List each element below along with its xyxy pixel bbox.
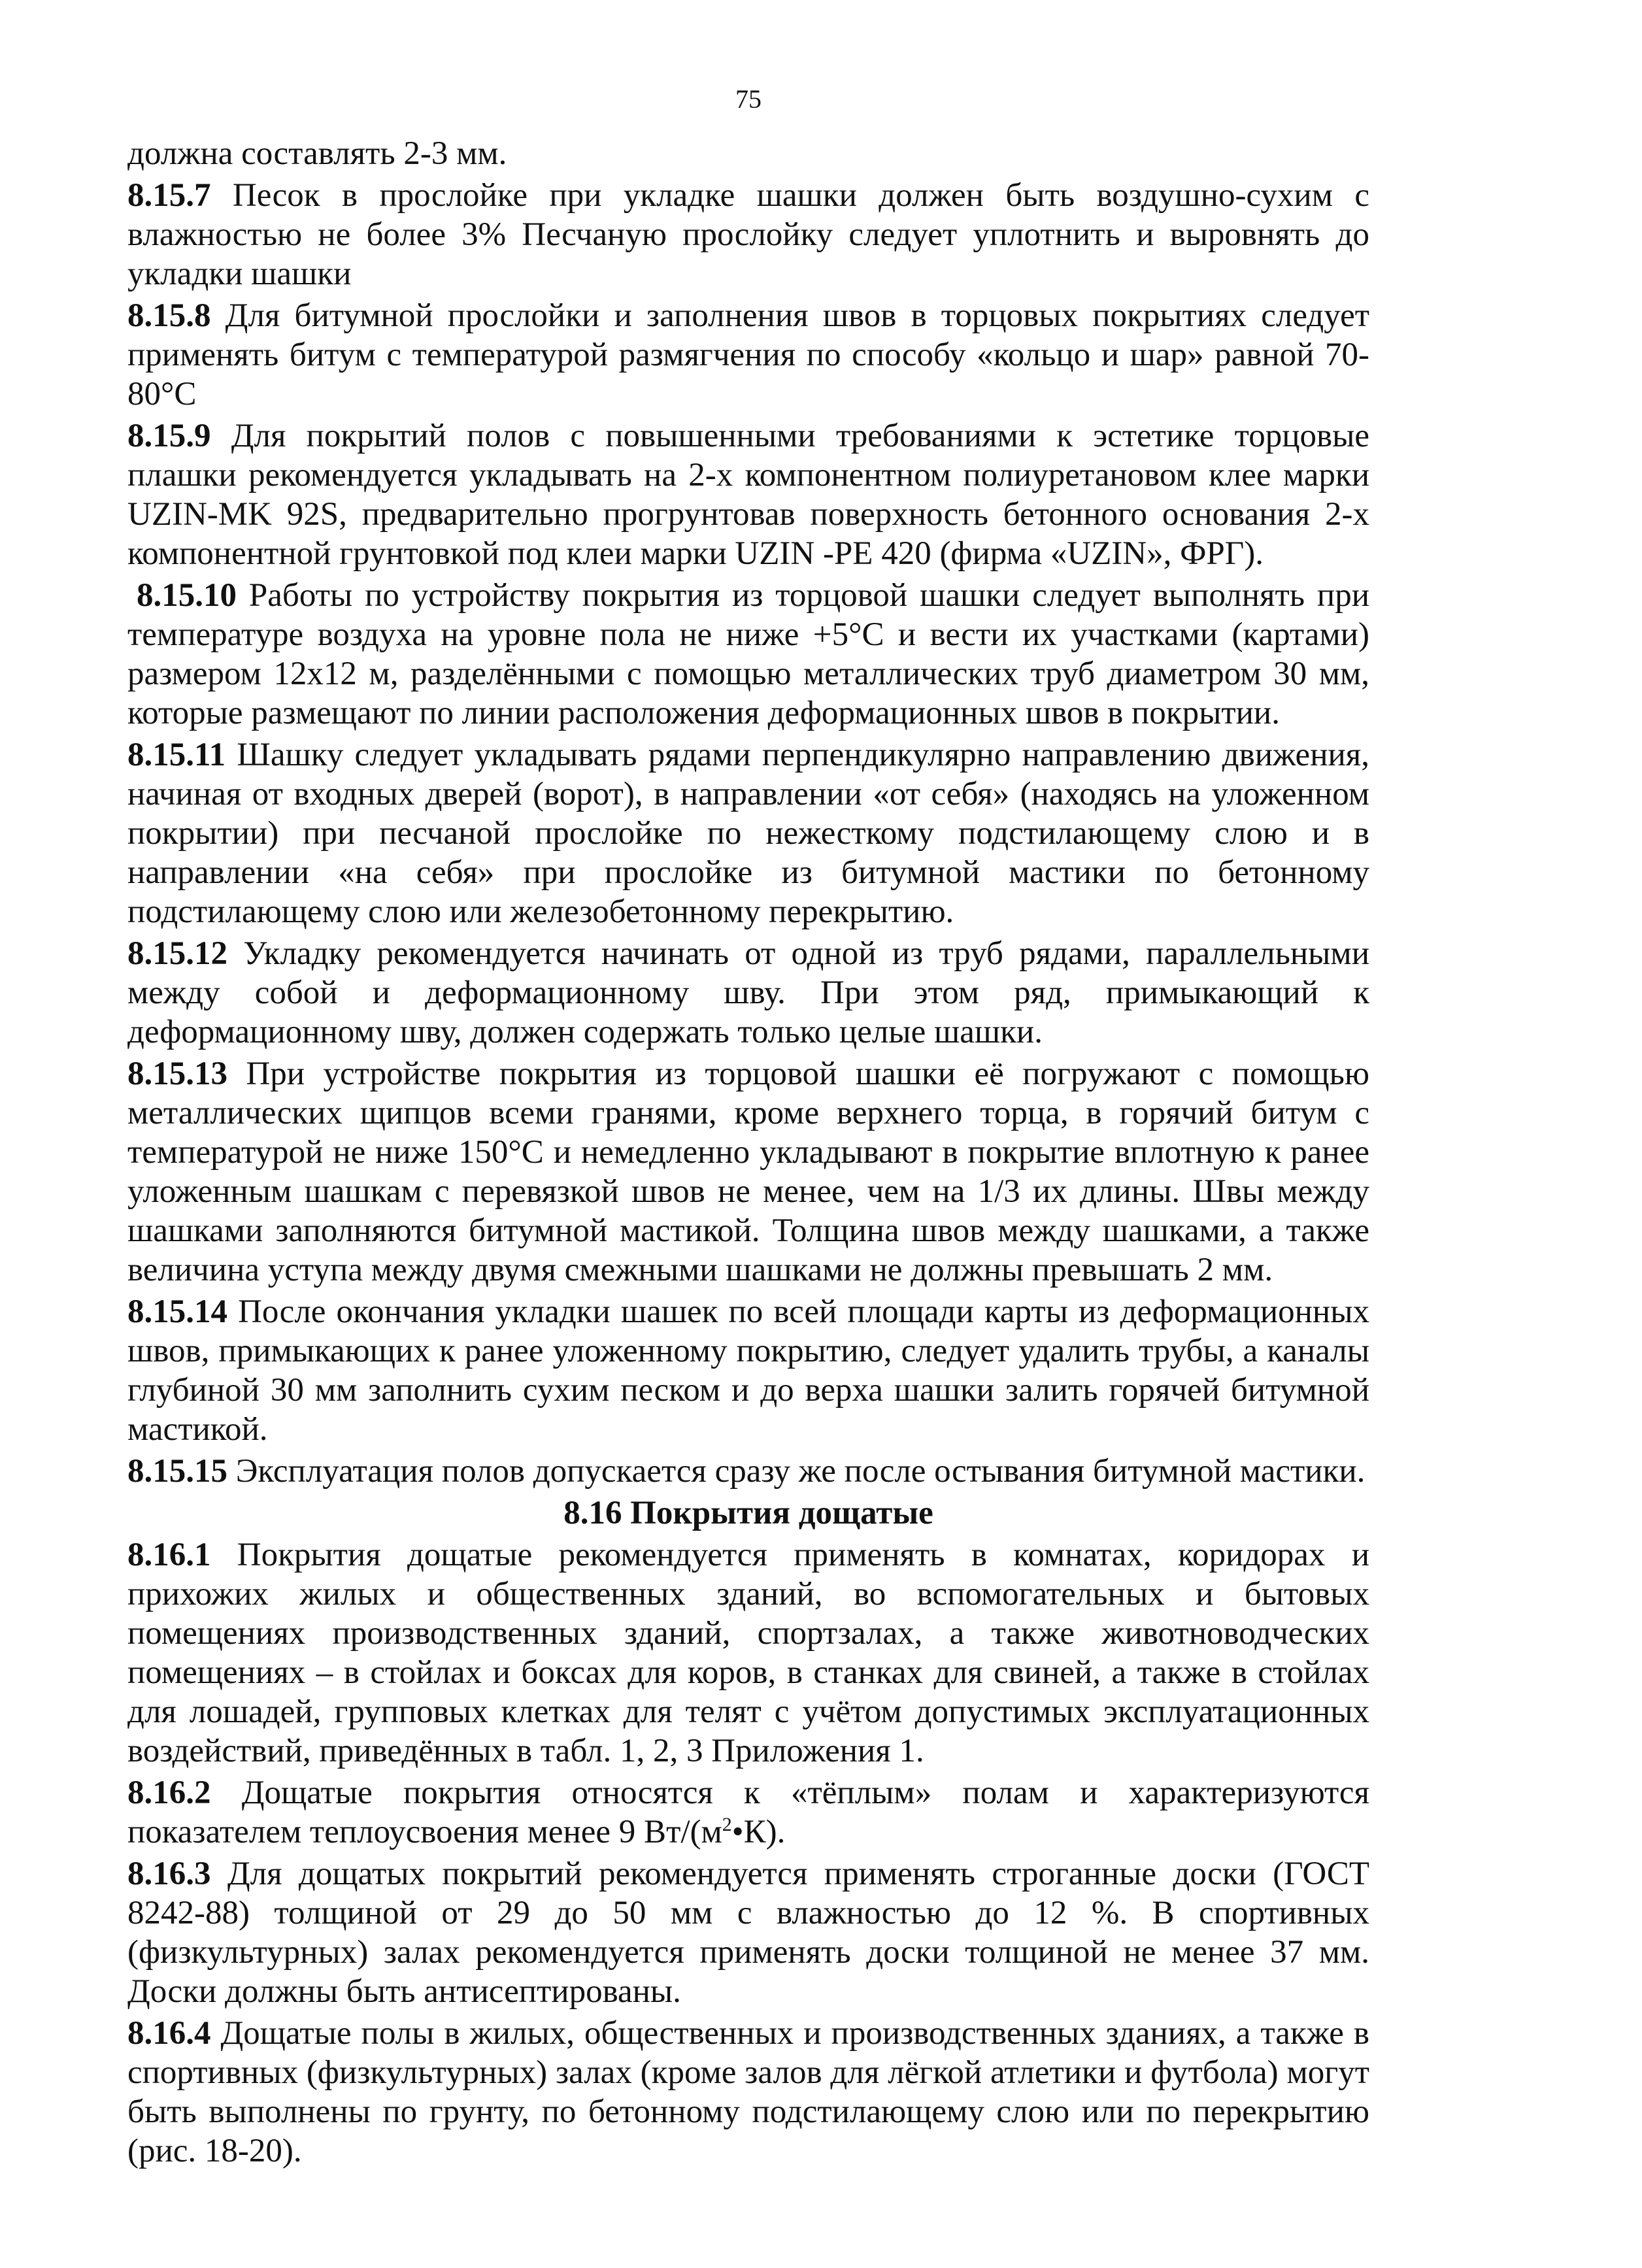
lead-text: должна составлять 2-3 мм. [127, 135, 507, 172]
paragraph-8-16-3 [127, 1854, 1369, 2011]
clause-text: Песок в прослойке при укладке шашки должен быть воздушно-сухим с влажностью не более 3% Песчаную прослойку следует уплотнить и выровнять до укладки шашки [127, 177, 1369, 292]
clause-number: 8.15.15 [127, 1453, 227, 1490]
page-number: 75 [735, 84, 762, 114]
clause-number: 8.16.4 [127, 2015, 211, 2052]
superscript: 2 [722, 1814, 732, 1835]
clause-number: 8.15.11 [127, 737, 226, 773]
clause-text: Для битумной прослойки и заполнения швов в торцовых покрытиях следует применять битум с температурой размягчения по способу «кольцо и шар» равной 70-80°С [127, 297, 1369, 412]
paragraph-8-15-9 [127, 416, 1369, 573]
clause-number: 8.16.2 [127, 1775, 211, 1811]
paragraph-8-15-13 [127, 1054, 1369, 1290]
paragraph-8-16-2 [127, 1773, 1369, 1852]
paragraph-8-15-15 [127, 1452, 1369, 1491]
paragraph-8-15-7 [127, 176, 1369, 293]
clause-text: Дощатые полы в жилых, общественных и производственных зданиях, а также в спортивных (физкультурных) залах (кроме залов для лёгкой атлетики и футбола) могут быть выполнены по грунту, по бетонному подстилающему слою или по перекрытию (рис. 18-20). [127, 2015, 1369, 2169]
clause-text: При устройстве покрытия из торцовой шашки её погружают с помощью металлических щипцов всеми гранями, кроме верхнего торца, в горячий битум с температурой не ниже 150°С и немедленно укладывают в покрытие вплотную к ранее уложенным шашкам с перевязкой швов не менее, чем на 1/3 их длины. Швы между шашками заполняются битумной мастикой. Толщина швов между шашками, а также величина уступа между двумя смежными шашками не должны превышать 2 мм. [127, 1056, 1369, 1288]
clause-text: Для дощатых покрытий рекомендуется применять строганные доски (ГОСТ 8242-88) толщиной от 29 до 50 мм с влажностью до 12 %. В спортивных (физкультурных) залах рекомендуется применять доски толщиной не менее 37 мм. Доски должны быть антисептированы. [127, 1856, 1369, 2010]
clause-number: 8.15.9 [127, 418, 211, 454]
section-heading: 8.16 Покрытия дощатые [563, 1495, 933, 1531]
clause-text-end: •К). [731, 1814, 786, 1850]
clause-number: 8.15.8 [127, 297, 211, 334]
paragraph-8-15-11 [127, 735, 1369, 931]
clause-number: 8.16.1 [127, 1537, 211, 1573]
clause-text: Эксплуатация полов допускается сразу же после остывания битумной мастики. [227, 1453, 1366, 1490]
clause-text: Шашку следует укладывать рядами перпендикулярно направлению движения, начиная от входных дверей (ворот), в направлении «от себя» (находясь на уложенном покрытии) при песчаной прослойке по нежесткому подстилающему слою и в направлении «на себя» при прослойке из битумной мастики по бетонному подстилающему слою или железобетонному перекрытию. [127, 737, 1369, 930]
paragraph-8-15-14 [127, 1292, 1369, 1449]
clause-text: Для покрытий полов с повышенными требованиями к эстетике торцовые плашки рекомендуется укладывать на 2-х компонентном полиуретановом клее марки UZIN-MK 92S, предварительно прогрунтовав поверхность бетонного основания 2-х компонентной грунтовкой под клеи марки UZIN -PE 420 (фирма «UZIN», ФРГ). [127, 418, 1369, 572]
clause-number: 8.15.7 [127, 177, 211, 214]
clause-text: Работы по устройству покрытия из торцовой шашки следует выполнять при температуре воздуха на уровне пола не ниже +5°С и вести их участками (картами) размером 12х12 м, разделёнными с помощью металлических труб диаметром 30 мм, которые размещают по линии расположения деформационных швов в покрытии. [127, 577, 1369, 731]
document-body [127, 134, 1369, 2173]
clause-text: Укладку рекомендуется начинать от одной из труб рядами, параллельными между собой и деформационному шву. При этом ряд, примыкающий к деформационному шву, должен содержать только целые шашки. [127, 935, 1369, 1050]
clause-number: 8.15.13 [127, 1056, 227, 1092]
paragraph-8-15-8 [127, 296, 1369, 414]
paragraph-8-15-10 [127, 576, 1369, 733]
clause-text: Покрытия дощатые рекомендуется применять в комнатах, коридорах и прихожих жилых и общественных зданий, во вспомогательных и бытовых помещениях производственных зданий, спортзалах, а также животноводческих помещениях – в стойлах и боксах для коров, в станках для свиней, а также в стойлах для лошадей, групповых клетках для телят с учётом допустимых эксплуатационных воздействий, приведённых в табл. 1, 2, 3 Приложения 1. [127, 1537, 1369, 1769]
clause-number: 8.15.14 [127, 1293, 227, 1330]
clause-text: Дощатые покрытия относятся к «тёплым» полам и характеризуются показателем теплоусвоения менее 9 Вт/(м [127, 1775, 1369, 1850]
paragraph-8-16-1 [127, 1535, 1369, 1771]
clause-number: 8.16.3 [127, 1856, 211, 1892]
paragraph-8-15-12 [127, 934, 1369, 1052]
clause-number: 8.15.12 [127, 935, 227, 972]
clause-text: После окончания укладки шашек по всей площади карты из деформационных швов, примыкающих к ранее уложенному покрытию, следует удалить трубы, а каналы глубиной 30 мм заполнить сухим песком и до верха шашки залить горячей битумной мастикой. [127, 1293, 1369, 1448]
clause-number: 8.15.10 [137, 577, 237, 614]
paragraph-8-16-4 [127, 2014, 1369, 2171]
